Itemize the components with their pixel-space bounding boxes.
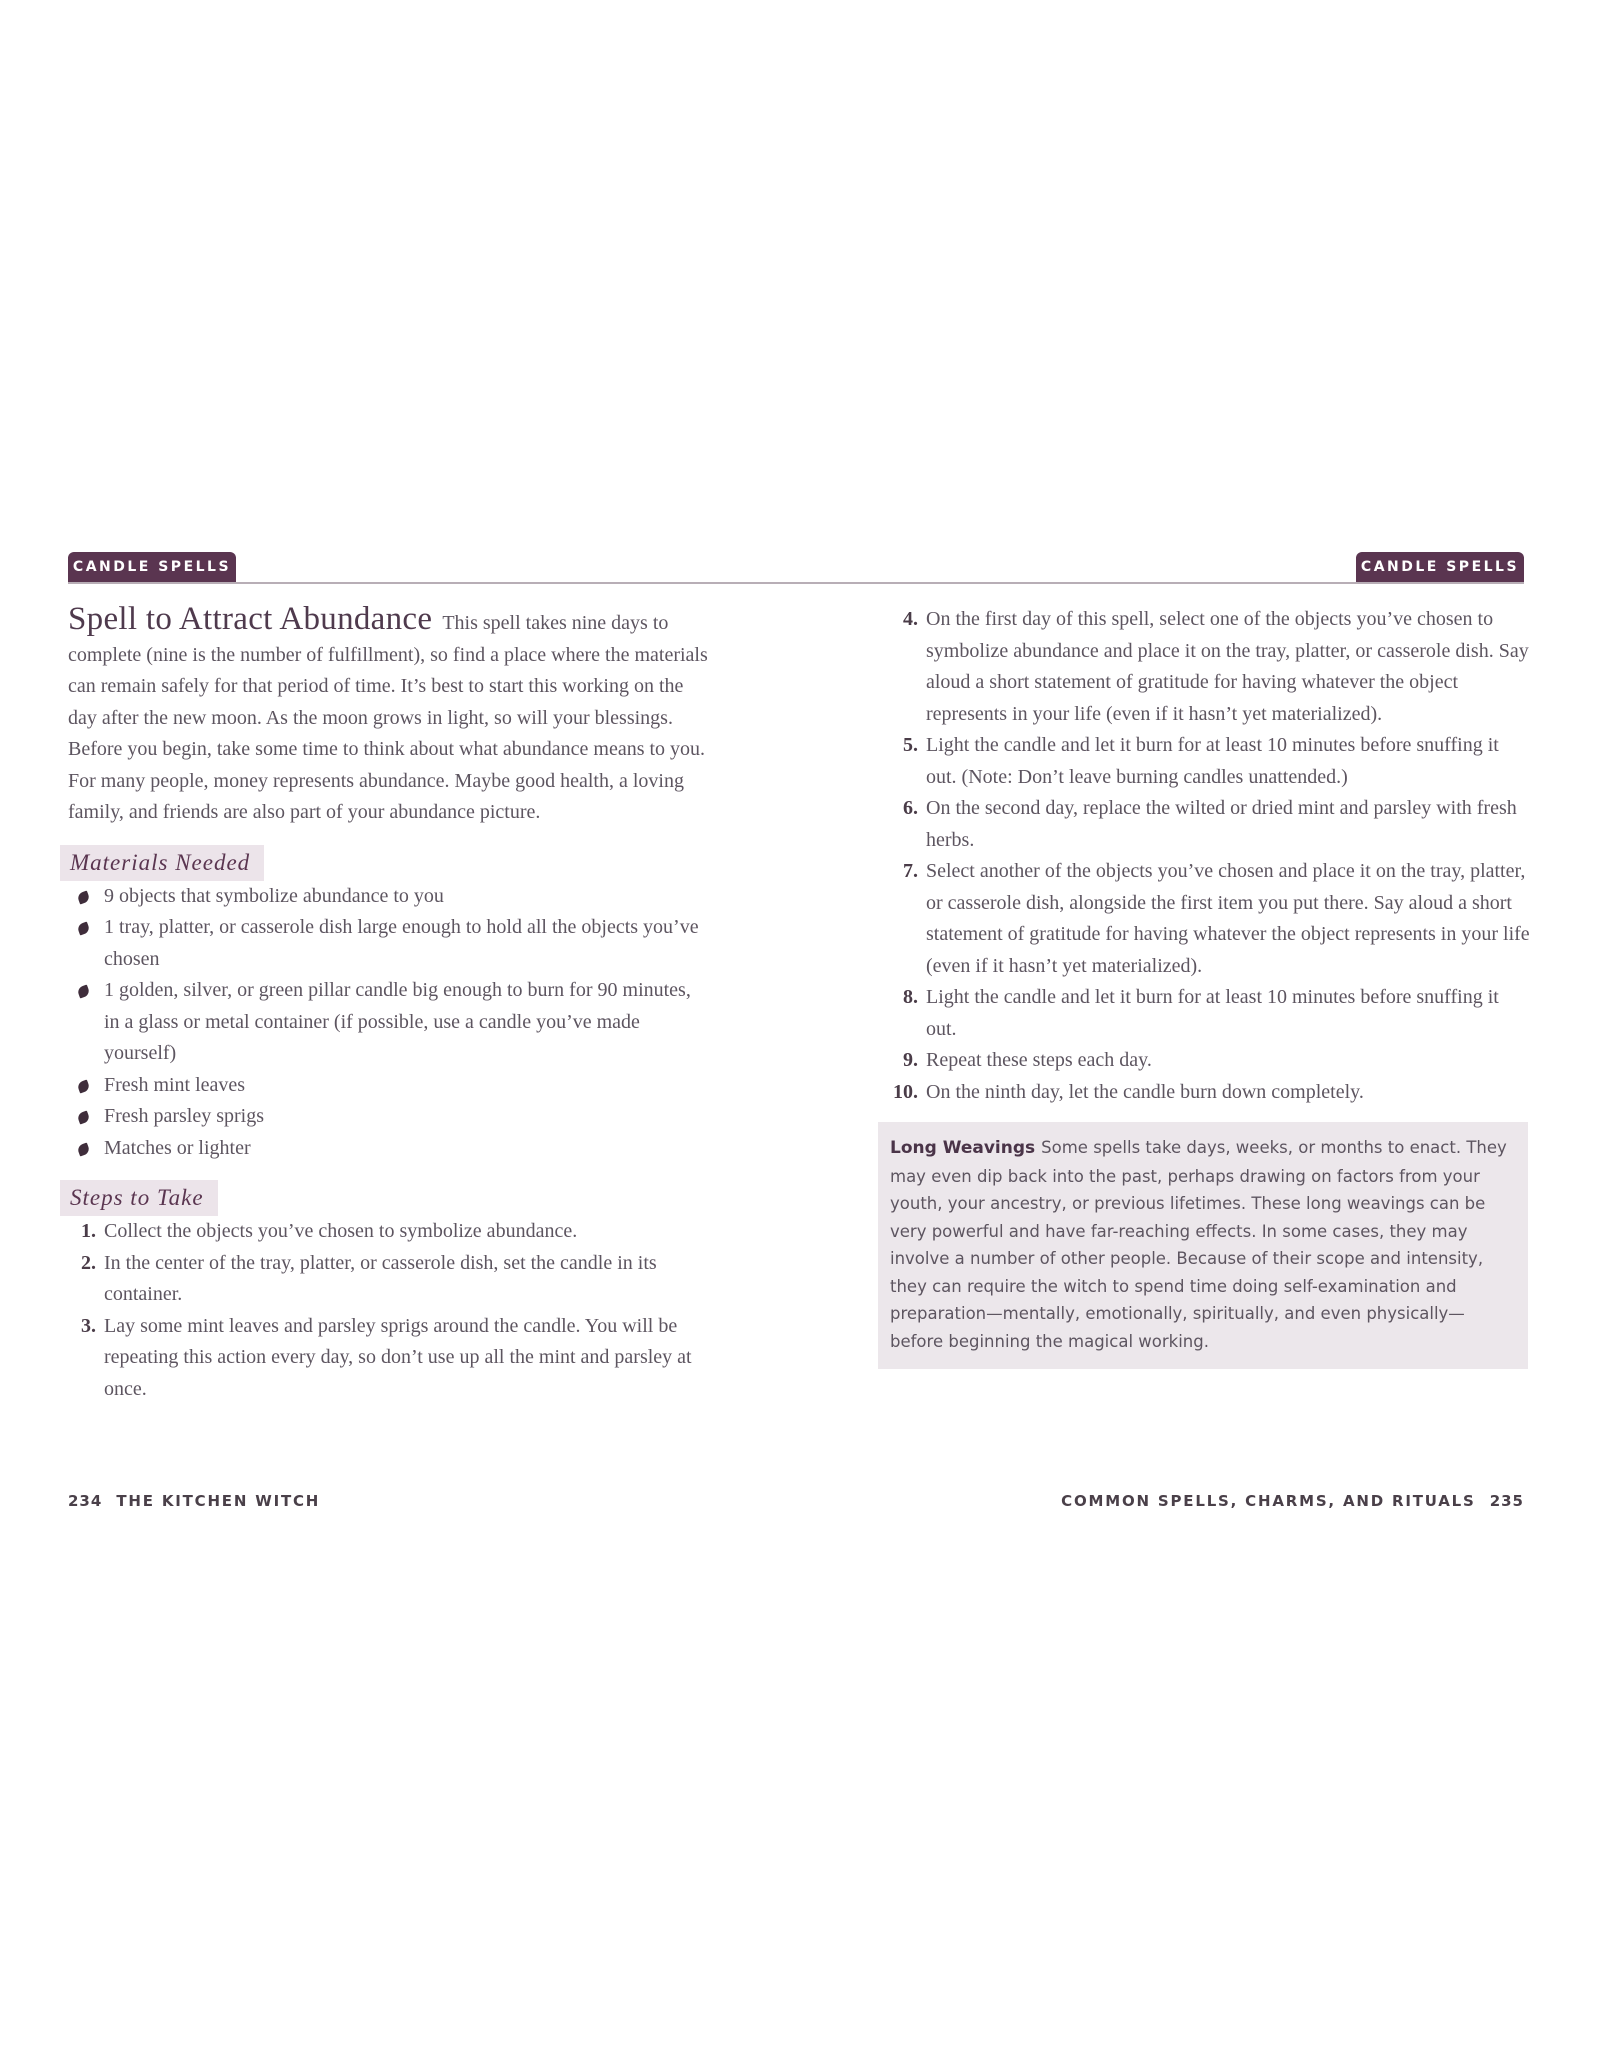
list-item: 9 objects that symbolize abundance to you [68,881,708,913]
right-page [890,604,1530,1369]
list-item: 4. On the first day of this spell, select one of the objects you’ve chosen to symbolize abundance and place it on the tray, platter, or casserole dish. Say aloud a short statement of gratitude for having whatever the object represents in your life (even if it hasn’t yet materialized). [903,608,1529,725]
long-weavings-sidebar [878,1122,1528,1369]
leaf-bullet-icon [76,1079,90,1093]
sidebar-title: Long Weavings [890,1138,1036,1158]
leaf-bullet-icon [76,1110,90,1124]
footer-left [68,1492,320,1510]
list-item: 1 tray, platter, or casserole dish large enough to hold all the objects you’ve chosen [68,912,708,975]
leaf-bullet-icon [76,921,90,935]
steps-heading: Steps to Take [60,1180,218,1216]
leaf-bullet-icon [76,890,90,904]
leaf-bullet-icon [76,984,90,998]
book-title: THE KITCHEN WITCH [116,1492,321,1510]
chapter-title: COMMON SPELLS, CHARMS, AND RITUALS [1061,1492,1476,1510]
sidebar-text: Some spells take days, weeks, or months to enact. They may even dip back into the past, perhaps drawing on factors from your youth, your ancestry, or previous lifetimes. These long weavings can be very powerful and have far-reaching effects. In some cases, they may involve a number of other people. Because of their scope and intensity, they can require the witch to spend time doing self-examination and preparation—mentally, emotionally, spiritually, and even physically—before beginning the magical working. [890,1138,1507,1351]
list-item: 1. Collect the objects you’ve chosen to symbolize abundance. [81,1220,578,1242]
footer-right [1061,1492,1524,1510]
header-divider [68,582,1524,584]
materials-list [68,881,708,1165]
list-item: Fresh mint leaves [68,1070,708,1102]
list-item: 9. Repeat these steps each day. [903,1049,1152,1071]
left-page [68,601,708,1405]
list-item: 2. In the center of the tray, platter, or casserole dish, set the candle in its container. [81,1251,657,1305]
page-number-right: 235 [1489,1492,1524,1510]
spell-intro-text: This spell takes nine days to complete (nine is the number of fulfillment), so find a place where the materials can remain safely for that period of time. It’s best to start this working on the day after the new moon. As the moon grows in light, so will your blessings. Before you begin, take some time to think about what abundance means to you. For many people, money represents abundance. Maybe good health, a loving family, and friends are also part of your abundance picture. [68,612,708,823]
section-tab-right: CANDLE SPELLS [1356,552,1524,582]
list-item: 7. Select another of the objects you’ve chosen and place it on the tray, platter, or casserole dish, alongside the first item you put there. Say aloud a short statement of gratitude for having whatever the object represents in your life (even if it hasn’t yet materialized). [903,860,1530,977]
materials-heading: Materials Needed [60,845,264,881]
leaf-bullet-icon [76,1142,90,1156]
spell-title: Spell to Attract Abundance [68,601,433,637]
spell-intro-paragraph [68,601,708,829]
list-item: 5. Light the candle and let it burn for at least 10 minutes before snuffing it out. (Note: Don’t leave burning candles unattended.) [903,734,1499,788]
list-item: 8. Light the candle and let it burn for at least 10 minutes before snuffing it out. [903,986,1499,1040]
page-number-left: 234 [68,1492,103,1510]
steps-list-left [68,1216,708,1405]
list-item: 6. On the second day, replace the wilted or dried mint and parsley with fresh herbs. [903,797,1517,851]
list-item: Fresh parsley sprigs [68,1101,708,1133]
list-item: 10. On the ninth day, let the candle burn down completely. [893,1080,1364,1103]
list-item: 3. Lay some mint leaves and parsley sprigs around the candle. You will be repeating this action every day, so don’t use up all the mint and parsley at once. [81,1314,692,1400]
list-item: Matches or lighter [68,1133,708,1165]
section-tab-left: CANDLE SPELLS [68,552,236,582]
list-item: 1 golden, silver, or green pillar candle big enough to burn for 90 minutes, in a glass or metal container (if possible, use a candle you’ve made yourself) [68,975,708,1070]
steps-list-right [890,604,1530,1108]
